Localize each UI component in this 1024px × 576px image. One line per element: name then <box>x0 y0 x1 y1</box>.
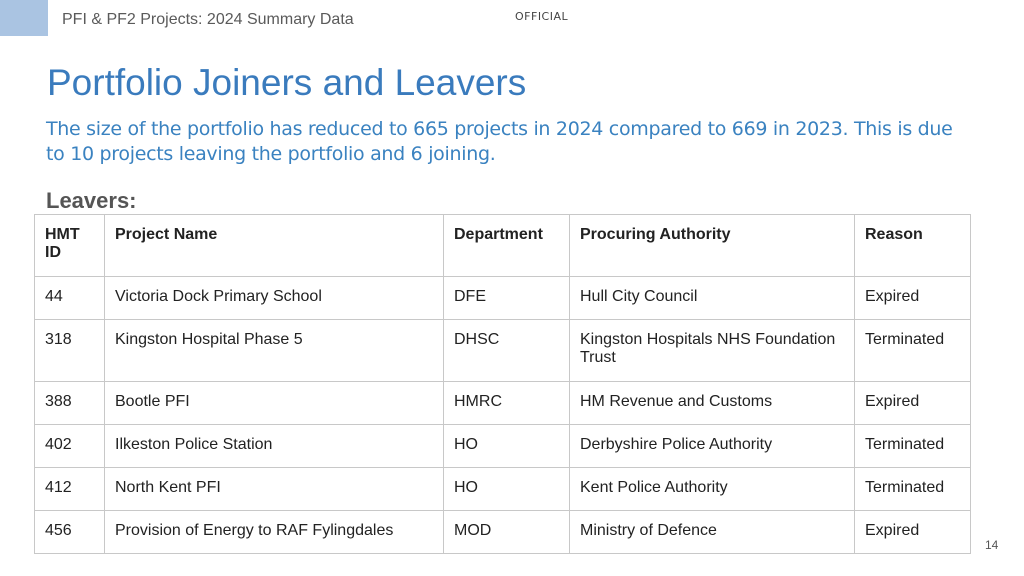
cell-reason: Terminated <box>855 468 971 511</box>
summary-text: The size of the portfolio has reduced to 665 projects in 2024 compared to 669 in 2023. This is due to 10 projects leaving the portfolio and 6 joining. <box>46 118 953 165</box>
table-row <box>35 468 971 511</box>
leavers-table <box>34 214 971 554</box>
cell-department: HO <box>444 425 570 468</box>
cell-procuring-authority: Derbyshire Police Authority <box>570 425 855 468</box>
cell-project-name: Victoria Dock Primary School <box>105 277 444 320</box>
table-header-row <box>35 215 971 277</box>
cell-department: HMRC <box>444 382 570 425</box>
cell-procuring-authority: Hull City Council <box>570 277 855 320</box>
cell-hmt-id: 402 <box>35 425 105 468</box>
cell-hmt-id: 412 <box>35 468 105 511</box>
column-header-procuring-authority: Procuring Authority <box>570 215 855 277</box>
cell-hmt-id: 388 <box>35 382 105 425</box>
cell-project-name: North Kent PFI <box>105 468 444 511</box>
cell-hmt-id: 456 <box>35 511 105 554</box>
cell-project-name: Kingston Hospital Phase 5 <box>105 320 444 382</box>
leavers-heading: Leavers: <box>46 188 137 213</box>
column-header-department: Department <box>444 215 570 277</box>
header-title: PFI & PF2 Projects: 2024 Summary Data <box>62 11 354 28</box>
cell-department: DFE <box>444 277 570 320</box>
table-row <box>35 425 971 468</box>
cell-procuring-authority: Kingston Hospitals NHS Foundation Trust <box>570 320 855 382</box>
table-row <box>35 511 971 554</box>
cell-hmt-id: 318 <box>35 320 105 382</box>
cell-procuring-authority: HM Revenue and Customs <box>570 382 855 425</box>
page-title: Portfolio Joiners and Leavers <box>47 62 527 103</box>
cell-project-name: Provision of Energy to RAF Fylingdales <box>105 511 444 554</box>
cell-reason: Terminated <box>855 320 971 382</box>
cell-procuring-authority: Ministry of Defence <box>570 511 855 554</box>
cell-hmt-id: 44 <box>35 277 105 320</box>
table-row <box>35 320 971 382</box>
cell-reason: Expired <box>855 277 971 320</box>
cell-department: MOD <box>444 511 570 554</box>
column-header-reason: Reason <box>855 215 971 277</box>
cell-reason: Expired <box>855 382 971 425</box>
cell-reason: Terminated <box>855 425 971 468</box>
cell-department: DHSC <box>444 320 570 382</box>
column-header-hmt-id: HMT ID <box>35 215 105 277</box>
cell-project-name: Bootle PFI <box>105 382 444 425</box>
page-number: 14 <box>985 538 999 552</box>
cell-reason: Expired <box>855 511 971 554</box>
cell-procuring-authority: Kent Police Authority <box>570 468 855 511</box>
cell-department: HO <box>444 468 570 511</box>
header-accent-block <box>0 0 48 36</box>
cell-project-name: Ilkeston Police Station <box>105 425 444 468</box>
classification-label: OFFICIAL <box>515 10 569 23</box>
table-row <box>35 277 971 320</box>
column-header-project-name: Project Name <box>105 215 444 277</box>
table-row <box>35 382 971 425</box>
